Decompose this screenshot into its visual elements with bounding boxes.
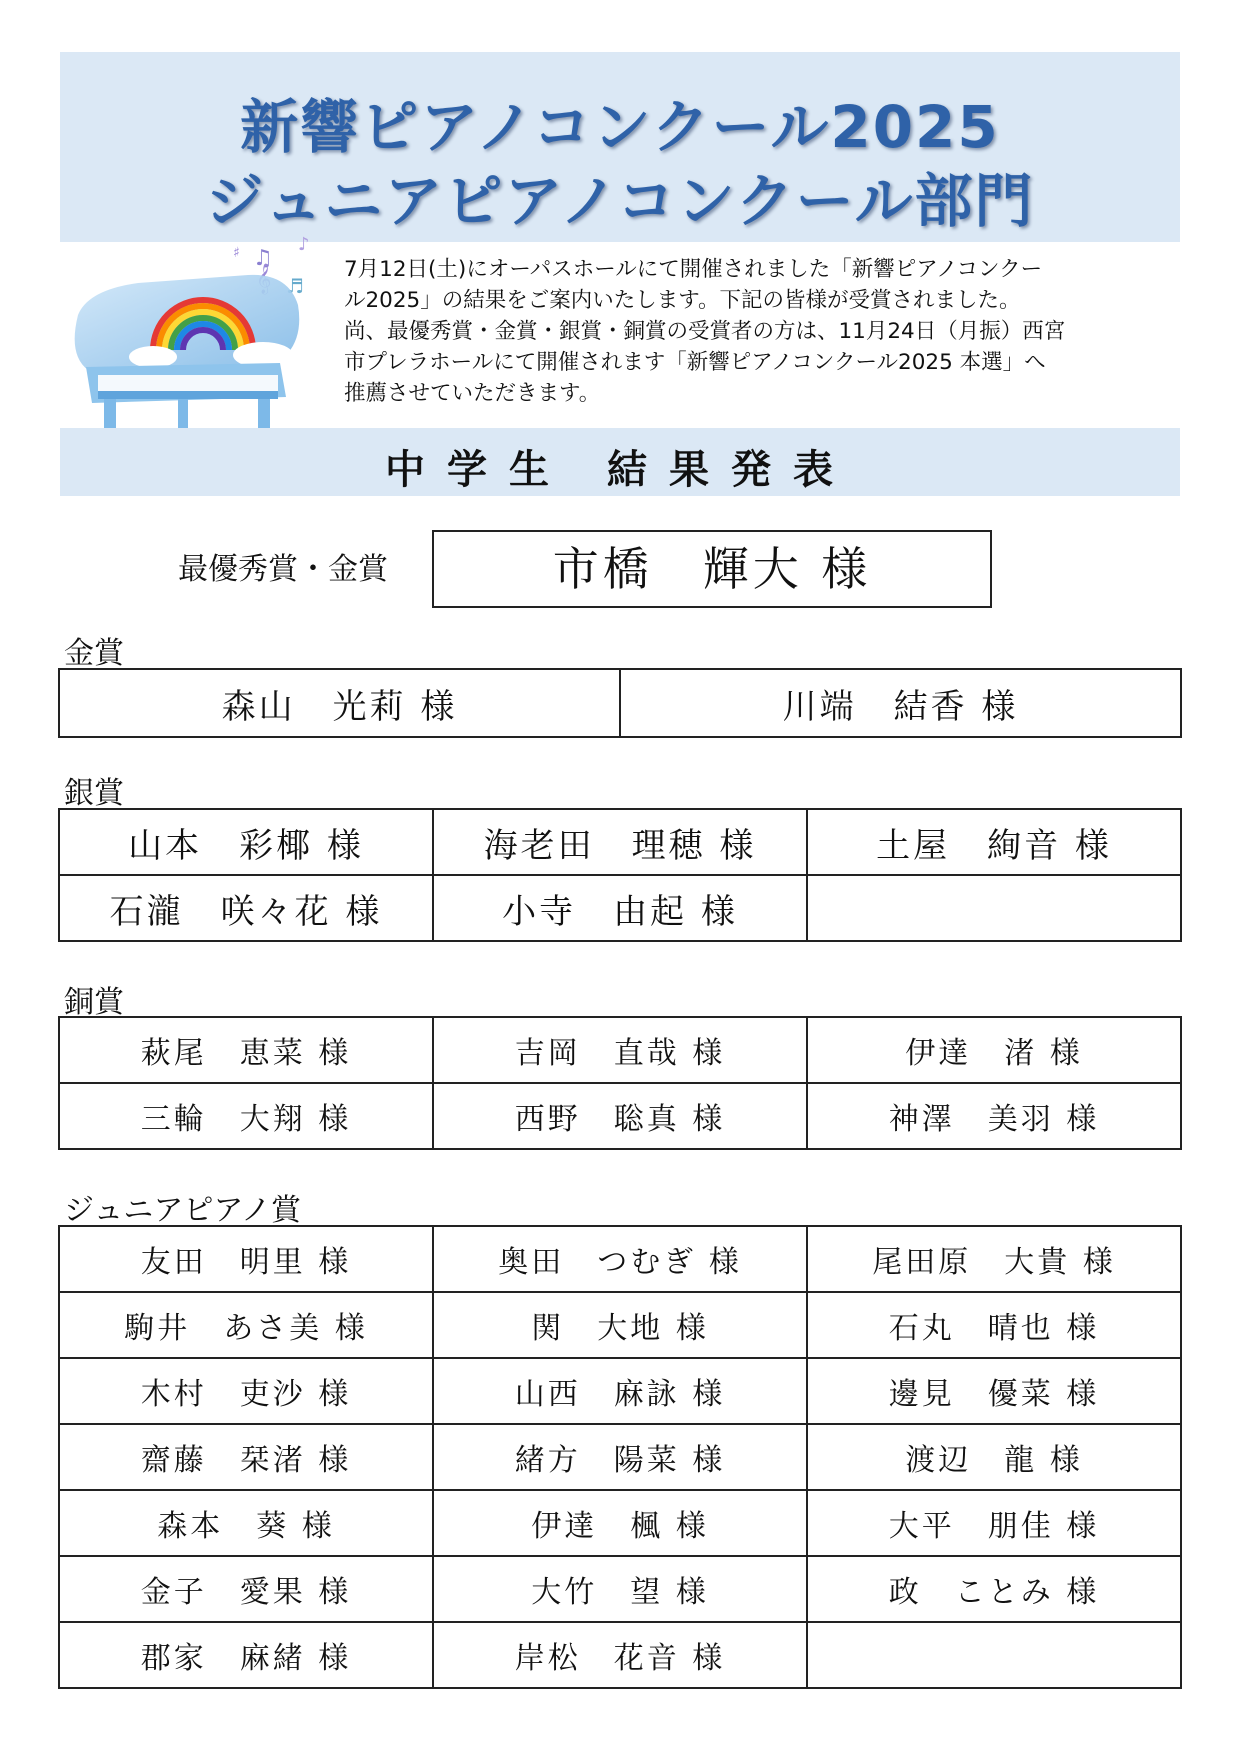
winner-cell: 郡家 麻緒 様 — [59, 1622, 433, 1688]
table-row — [59, 809, 1181, 875]
winner-cell: 石丸 晴也 様 — [807, 1292, 1181, 1358]
winner-cell: 岸松 花音 様 — [433, 1622, 807, 1688]
winner-cell: 大竹 望 様 — [433, 1556, 807, 1622]
table-row — [59, 1622, 1181, 1688]
winner-cell: 山本 彩椰 様 — [59, 809, 433, 875]
table-row — [59, 669, 1181, 737]
table-row — [59, 1292, 1181, 1358]
silver-table — [58, 808, 1182, 942]
winner-cell: 山西 麻詠 様 — [433, 1358, 807, 1424]
results-band — [60, 428, 1180, 496]
intro-line: ル2025」の結果をご案内いたします。下記の皆様が受賞されました。 — [344, 288, 1021, 313]
winner-cell: 土屋 絢音 様 — [807, 809, 1181, 875]
table-row — [59, 1490, 1181, 1556]
winner-cell: 萩尾 恵菜 様 — [59, 1017, 433, 1083]
svg-text:♯: ♯ — [233, 245, 240, 261]
winner-cell: 森山 光莉 様 — [59, 669, 620, 737]
winner-cell: 木村 吏沙 様 — [59, 1358, 433, 1424]
winner-cell: 大平 朋佳 様 — [807, 1490, 1181, 1556]
top-award-winner: 市橋 輝大 様 — [432, 530, 992, 608]
winner-cell: 齋藤 栞渚 様 — [59, 1424, 433, 1490]
gold-table — [58, 668, 1182, 738]
winner-cell: 金子 愛果 様 — [59, 1556, 433, 1622]
winner-cell: 奥田 つむぎ 様 — [433, 1226, 807, 1292]
winner-cell: 尾田原 大貴 様 — [807, 1226, 1181, 1292]
winner-cell: 邊見 優菜 様 — [807, 1358, 1181, 1424]
winner-cell: 緒方 陽菜 様 — [433, 1424, 807, 1490]
silver-section-title: 銀賞 — [64, 776, 124, 811]
winner-cell: 西野 聡真 様 — [433, 1083, 807, 1149]
table-row — [59, 1556, 1181, 1622]
intro-text — [344, 254, 1174, 409]
winner-cell: 神澤 美羽 様 — [807, 1083, 1181, 1149]
table-row — [59, 875, 1181, 941]
winner-cell: 渡辺 龍 様 — [807, 1424, 1181, 1490]
winner-cell: 海老田 理穂 様 — [433, 809, 807, 875]
table-row — [59, 1083, 1181, 1149]
table-row — [59, 1424, 1181, 1490]
winner-cell: 吉岡 直哉 様 — [433, 1017, 807, 1083]
table-row — [59, 1226, 1181, 1292]
winner-cell — [807, 1622, 1181, 1688]
top-award-label: 最優秀賞・金賞 — [178, 552, 388, 587]
winner-cell: 政 ことみ 様 — [807, 1556, 1181, 1622]
winner-cell: 石瀧 咲々花 様 — [59, 875, 433, 941]
svg-text:♫: ♫ — [253, 246, 273, 271]
svg-text:♬: ♬ — [286, 274, 304, 298]
results-title: 中学生 結果発表 — [385, 447, 855, 493]
intro-line: 市プレラホールにて開催されます「新響ピアノコンクール2025 本選」へ — [344, 350, 1046, 375]
svg-text:♪: ♪ — [298, 235, 310, 255]
junior-table — [58, 1225, 1182, 1689]
winner-cell: 小寺 由起 様 — [433, 875, 807, 941]
winner-cell: 三輪 大翔 様 — [59, 1083, 433, 1149]
winner-cell: 伊達 楓 様 — [433, 1490, 807, 1556]
intro-line: 推薦させていただきます。 — [344, 381, 601, 406]
header-banner — [60, 52, 1180, 242]
bronze-section-title: 銅賞 — [64, 985, 124, 1020]
page-title: 新響ピアノコンクール2025 — [240, 93, 1000, 161]
page-subtitle: ジュニアピアノコンクール部門 — [205, 167, 1035, 235]
winner-cell: 森本 葵 様 — [59, 1490, 433, 1556]
table-row — [59, 1017, 1181, 1083]
winner-cell: 友田 明里 様 — [59, 1226, 433, 1292]
table-row — [59, 1358, 1181, 1424]
gold-section-title: 金賞 — [64, 636, 124, 671]
winner-cell: 駒井 あさ美 様 — [59, 1292, 433, 1358]
winner-cell: 関 大地 様 — [433, 1292, 807, 1358]
winner-cell: 川端 結香 様 — [620, 669, 1181, 737]
intro-line: 7月12日(土)にオーパスホールにて開催されました「新響ピアノコンクー — [344, 257, 1043, 282]
intro-line: 尚、最優秀賞・金賞・銀賞・銅賞の受賞者の方は、11月24日（月振）西宮 — [344, 319, 1066, 344]
winner-cell: 伊達 渚 様 — [807, 1017, 1181, 1083]
winner-cell — [807, 875, 1181, 941]
bronze-table — [58, 1016, 1182, 1150]
junior-section-title: ジュニアピアノ賞 — [64, 1193, 301, 1228]
